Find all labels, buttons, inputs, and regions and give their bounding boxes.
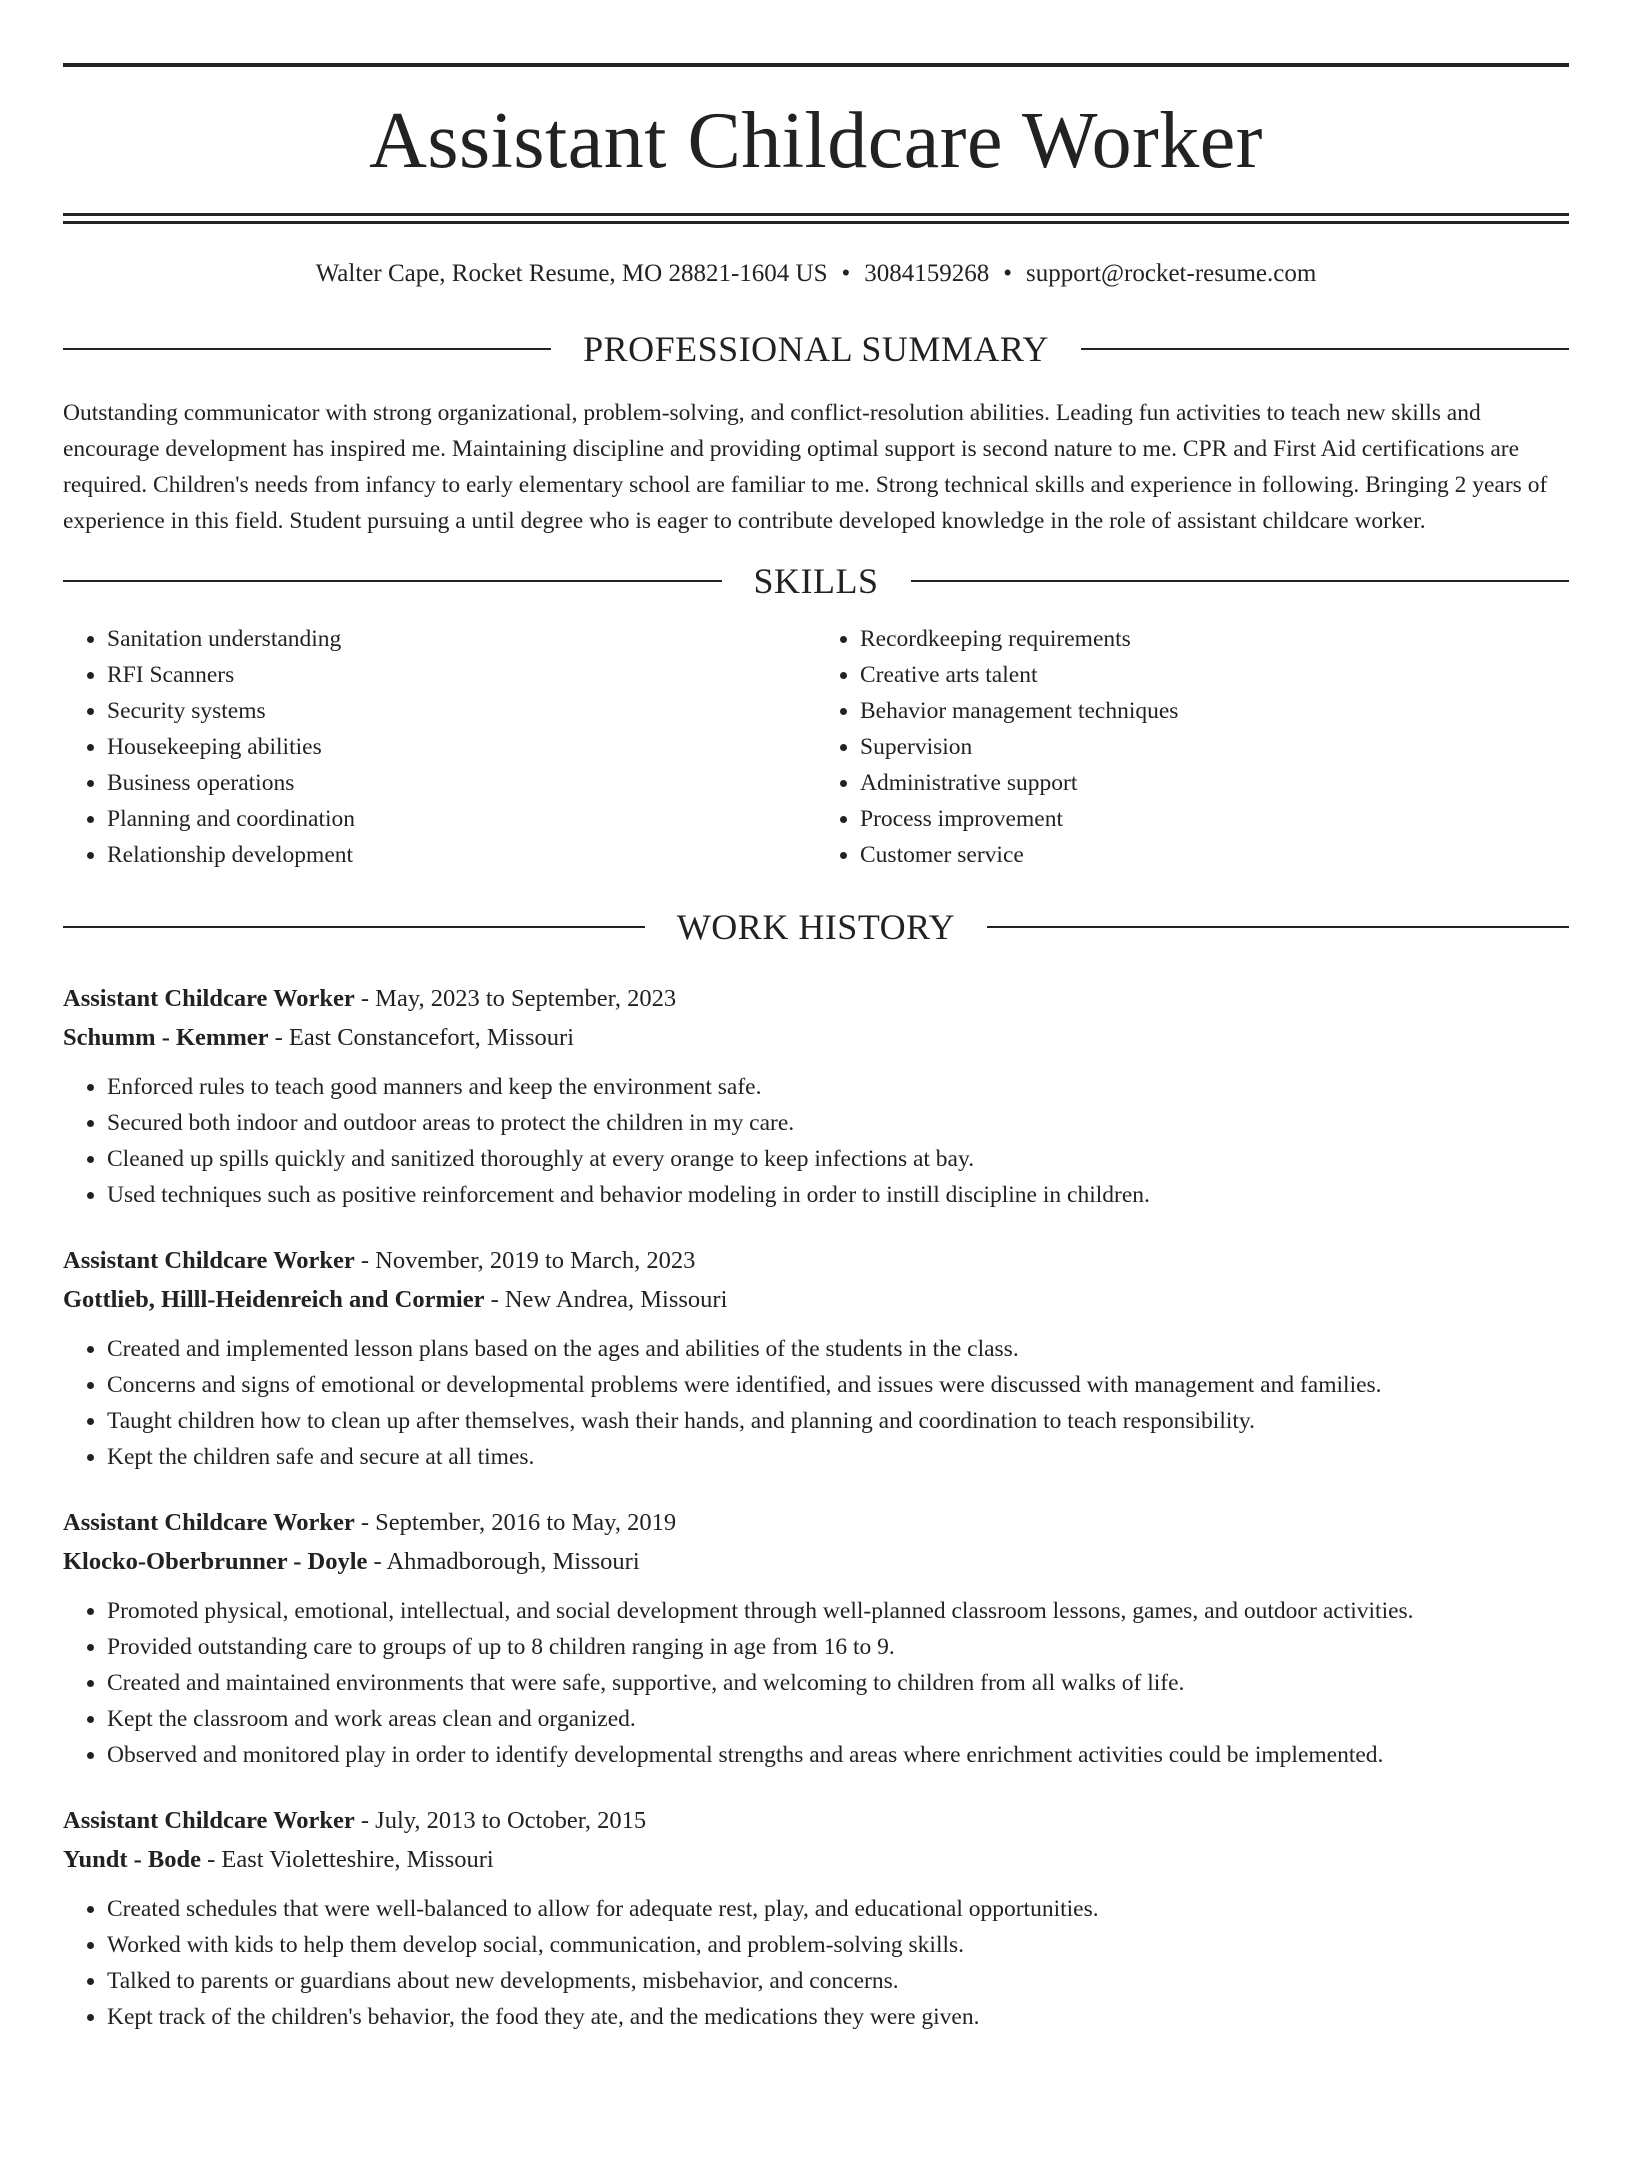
skill-item: • Housekeeping abilities bbox=[107, 729, 816, 765]
job-company-line bbox=[63, 1018, 1569, 1057]
job-dates: - July, 2013 to October, 2015 bbox=[354, 1807, 647, 1834]
contact-email: support@rocket-resume.com bbox=[1026, 260, 1317, 287]
job-role: Assistant Childcare Worker bbox=[63, 1509, 355, 1536]
job-location: - Ahmadborough, Missouri bbox=[367, 1548, 640, 1575]
job-bullet: • Created and implemented lesson plans based on the ages and abilities of the students in the class. bbox=[107, 1331, 1569, 1367]
heading-rule bbox=[987, 926, 1569, 928]
work-section-heading bbox=[63, 909, 1569, 945]
heading-rule bbox=[63, 926, 645, 928]
resume-page bbox=[0, 63, 1632, 2175]
job-bullet: • Observed and monitored play in order to identify developmental strengths and areas where enrichment activities could be implemented. bbox=[107, 1737, 1569, 1773]
job-bullet: • Kept the children safe and secure at all times. bbox=[107, 1439, 1569, 1475]
heading-rule bbox=[63, 348, 551, 350]
heading-rule bbox=[911, 580, 1570, 582]
job-company-line bbox=[63, 1280, 1569, 1319]
job-bullets bbox=[63, 1891, 1569, 2035]
skills-section-heading bbox=[63, 563, 1569, 599]
job-title-line bbox=[63, 1241, 1569, 1280]
job-bullet: • Talked to parents or guardians about new developments, misbehavior, and concerns. bbox=[107, 1963, 1569, 1999]
skills-list bbox=[63, 621, 1569, 873]
skill-item: • Supervision bbox=[860, 729, 1569, 765]
skill-item: • Recordkeeping requirements bbox=[860, 621, 1569, 657]
title-double-rule bbox=[63, 213, 1569, 224]
skill-item: • RFI Scanners bbox=[107, 657, 816, 693]
job-role: Assistant Childcare Worker bbox=[63, 1247, 355, 1274]
summary-heading: PROFESSIONAL SUMMARY bbox=[583, 329, 1049, 369]
job-company-line bbox=[63, 1840, 1569, 1879]
skills-column-left bbox=[63, 621, 816, 873]
skill-item: • Sanitation understanding bbox=[107, 621, 816, 657]
job-bullet: • Promoted physical, emotional, intellectual, and social development through well-planned classroom lessons, games, and outdoor activities. bbox=[107, 1593, 1569, 1629]
job-bullet: • Concerns and signs of emotional or developmental problems were identified, and issues were discussed with management and families. bbox=[107, 1367, 1569, 1403]
job-bullet: • Secured both indoor and outdoor areas to protect the children in my care. bbox=[107, 1105, 1569, 1141]
job-location: - East Violetteshire, Missouri bbox=[200, 1846, 494, 1873]
skill-item: • Behavior management techniques bbox=[860, 693, 1569, 729]
heading-rule bbox=[63, 580, 722, 582]
job-dates: - September, 2016 to May, 2019 bbox=[354, 1509, 677, 1536]
skill-item: • Process improvement bbox=[860, 801, 1569, 837]
skills-heading: SKILLS bbox=[753, 561, 879, 601]
contact-separator: • bbox=[1003, 260, 1013, 287]
work-heading: WORK HISTORY bbox=[676, 907, 956, 947]
job-bullet: • Kept track of the children's behavior, the food they ate, and the medications they were given. bbox=[107, 1999, 1569, 2035]
job-title-line bbox=[63, 979, 1569, 1018]
job-bullet: • Created schedules that were well-balanced to allow for adequate rest, play, and educational opportunities. bbox=[107, 1891, 1569, 1927]
skills-column-right bbox=[816, 621, 1569, 873]
contact-line bbox=[63, 261, 1569, 286]
job-bullets bbox=[63, 1331, 1569, 1475]
job-dates: - May, 2023 to September, 2023 bbox=[354, 985, 677, 1012]
job-company: Gottlieb, Hilll-Heidenreich and Cormier bbox=[63, 1286, 485, 1313]
job-company: Schumm - Kemmer bbox=[63, 1024, 269, 1051]
job-dates: - November, 2019 to March, 2023 bbox=[354, 1247, 696, 1274]
summary-text: Outstanding communicator with strong organizational, problem-solving, and conflict-resolution abilities. Leading fun activities to teach new skills and encourage development has inspired me. Maintaining discipline and providing optimal support is second nature to me. CPR and First Aid certifications are required. Children's needs from infancy to early elementary school are familiar to me. Strong technical skills and experience in following. Bringing 2 years of experience in this field. Student pursuing a until degree who is eager to contribute developed knowledge in the role of assistant childcare worker. bbox=[63, 400, 1548, 534]
contact-phone: 3084159268 bbox=[864, 260, 990, 287]
job-location: - East Constancefort, Missouri bbox=[268, 1024, 575, 1051]
job-bullet: • Kept the classroom and work areas clean and organized. bbox=[107, 1701, 1569, 1737]
contact-separator: • bbox=[841, 260, 851, 287]
job-title-line bbox=[63, 1801, 1569, 1840]
job-bullet: • Provided outstanding care to groups of up to 8 children ranging in age from 16 to 9. bbox=[107, 1629, 1569, 1665]
job-role: Assistant Childcare Worker bbox=[63, 1807, 355, 1834]
job-bullet: • Cleaned up spills quickly and sanitized thoroughly at every orange to keep infections at bay. bbox=[107, 1141, 1569, 1177]
skill-item: • Security systems bbox=[107, 693, 816, 729]
job-location: - New Andrea, Missouri bbox=[484, 1286, 728, 1313]
summary-section-heading bbox=[63, 331, 1569, 367]
job-bullets bbox=[63, 1593, 1569, 1773]
skill-item: • Relationship development bbox=[107, 837, 816, 873]
job-company: Yundt - Bode bbox=[63, 1846, 201, 1873]
skill-item: • Creative arts talent bbox=[860, 657, 1569, 693]
heading-rule bbox=[1081, 348, 1569, 350]
job-bullet: • Worked with kids to help them develop social, communication, and problem-solving skills. bbox=[107, 1927, 1569, 1963]
job-title-line bbox=[63, 1503, 1569, 1542]
resume-title: Assistant Childcare Worker bbox=[369, 97, 1263, 185]
job-bullets bbox=[63, 1069, 1569, 1213]
job-bullet: • Used techniques such as positive reinforcement and behavior modeling in order to instill discipline in children. bbox=[107, 1177, 1569, 1213]
contact-address: Walter Cape, Rocket Resume, MO 28821-1604 US bbox=[315, 260, 828, 287]
job-entry bbox=[63, 1503, 1569, 1773]
job-entry bbox=[63, 979, 1569, 1213]
job-role: Assistant Childcare Worker bbox=[63, 985, 355, 1012]
skill-item: • Business operations bbox=[107, 765, 816, 801]
job-bullet: • Created and maintained environments that were safe, supportive, and welcoming to children from all walks of life. bbox=[107, 1665, 1569, 1701]
job-entry bbox=[63, 1801, 1569, 2035]
job-company-line bbox=[63, 1542, 1569, 1581]
skill-item: • Customer service bbox=[860, 837, 1569, 873]
skill-item: • Administrative support bbox=[860, 765, 1569, 801]
skill-item: • Planning and coordination bbox=[107, 801, 816, 837]
top-rule bbox=[63, 63, 1569, 67]
job-bullet: • Enforced rules to teach good manners and keep the environment safe. bbox=[107, 1069, 1569, 1105]
job-company: Klocko-Oberbrunner - Doyle bbox=[63, 1548, 368, 1575]
job-entry bbox=[63, 1241, 1569, 1475]
job-bullet: • Taught children how to clean up after themselves, wash their hands, and planning and coordination to teach responsibility. bbox=[107, 1403, 1569, 1439]
